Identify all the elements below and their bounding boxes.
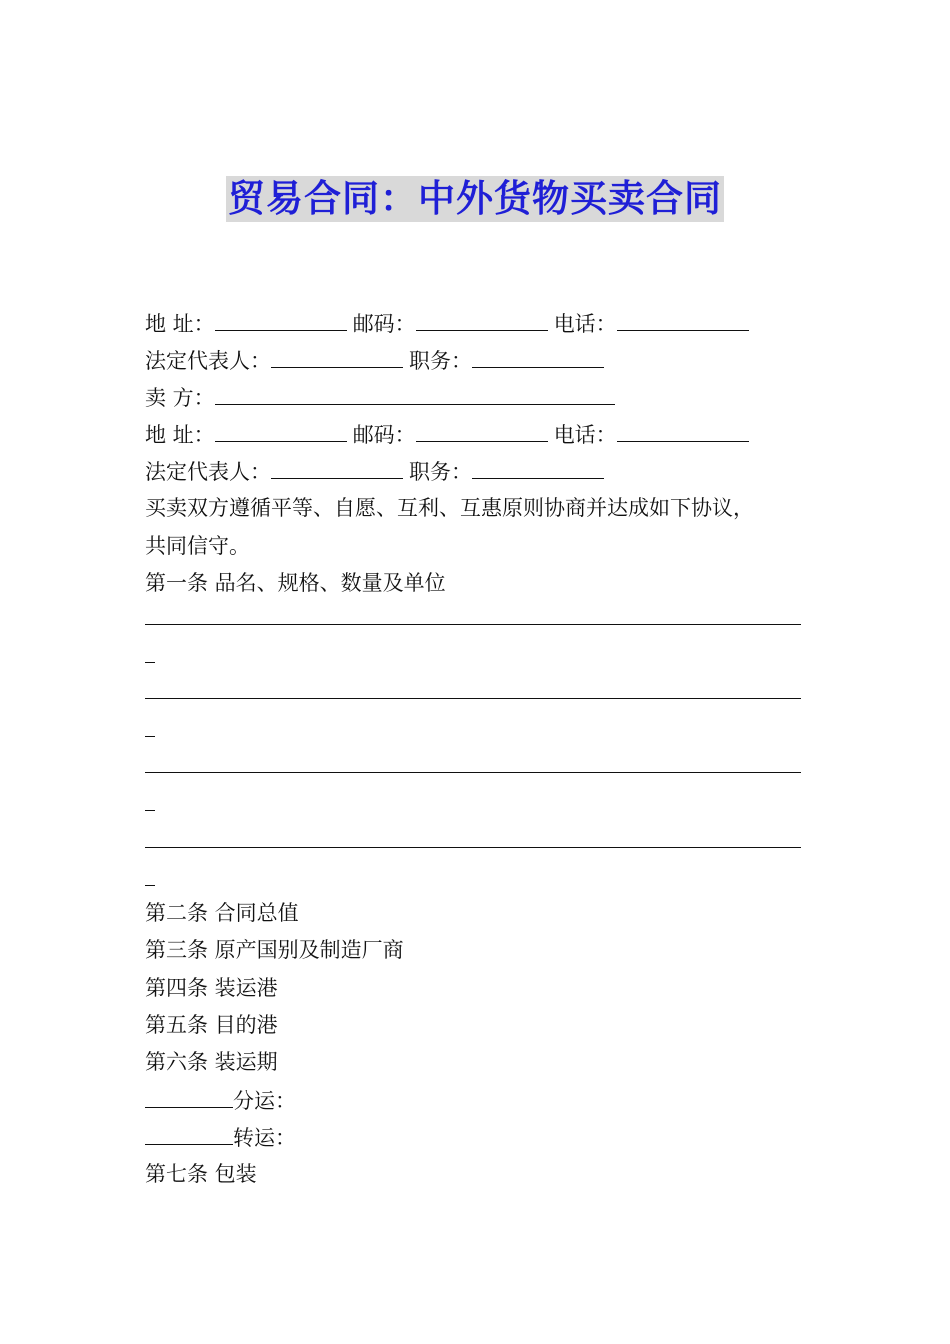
article-5-heading: 第五条 目的港 [145, 1013, 278, 1037]
postcode-blank[interactable] [416, 419, 548, 442]
fill-rule-4[interactable] [145, 847, 801, 848]
partial-shipment-label: 分运： [233, 1089, 296, 1113]
postcode-label: 邮码： [352, 423, 416, 447]
transshipment-line [145, 1122, 296, 1152]
preamble-line-2: 共同信守。 [145, 534, 250, 558]
article-6-heading: 第六条 装运期 [145, 1050, 278, 1074]
address-line-2 [145, 419, 749, 449]
seller-line [145, 382, 615, 412]
fill-rule-1[interactable] [145, 624, 801, 625]
postcode-blank[interactable] [416, 308, 548, 331]
phone-blank[interactable] [617, 308, 749, 331]
representative-blank[interactable] [271, 345, 403, 368]
document-title: 贸易合同：中外货物买卖合同 [228, 177, 722, 220]
representative-line-1 [145, 345, 604, 375]
position-label: 职务： [409, 460, 472, 484]
address-line-1 [145, 308, 749, 338]
representative-line-2 [145, 456, 604, 486]
phone-label: 电话： [553, 312, 617, 336]
position-blank[interactable] [472, 456, 604, 479]
postcode-label: 邮码： [352, 312, 416, 336]
article-3-heading: 第三条 原产国别及制造厂商 [145, 938, 404, 962]
title-wrap [0, 176, 950, 222]
address-blank[interactable] [215, 419, 347, 442]
address-label: 地 址： [145, 423, 215, 447]
transshipment-label: 转运： [233, 1126, 296, 1150]
address-blank[interactable] [215, 308, 347, 331]
address-label: 地 址： [145, 312, 215, 336]
seller-blank[interactable] [215, 382, 615, 405]
fill-rule-1-overflow [145, 662, 155, 663]
article-7-heading: 第七条 包装 [145, 1162, 257, 1186]
partial-shipment-line [145, 1085, 296, 1115]
article-2-heading: 第二条 合同总值 [145, 901, 299, 925]
phone-label: 电话： [553, 423, 617, 447]
phone-blank[interactable] [617, 419, 749, 442]
preamble-line-1: 买卖双方遵循平等、自愿、互利、互惠原则协商并达成如下协议， [145, 496, 754, 520]
fill-rule-3[interactable] [145, 772, 801, 773]
partial-shipment-blank[interactable] [145, 1085, 233, 1108]
representative-blank[interactable] [271, 456, 403, 479]
representative-label: 法定代表人： [145, 460, 271, 484]
fill-rule-2[interactable] [145, 698, 801, 699]
fill-rule-2-overflow [145, 736, 155, 737]
article-1-heading: 第一条 品名、规格、数量及单位 [145, 571, 446, 595]
position-blank[interactable] [472, 345, 604, 368]
position-label: 职务： [409, 349, 472, 373]
fill-rule-3-overflow [145, 810, 155, 811]
transshipment-blank[interactable] [145, 1122, 233, 1145]
representative-label: 法定代表人： [145, 349, 271, 373]
article-4-heading: 第四条 装运港 [145, 976, 278, 1000]
fill-rule-4-overflow [145, 885, 155, 886]
seller-label: 卖 方： [145, 386, 215, 410]
